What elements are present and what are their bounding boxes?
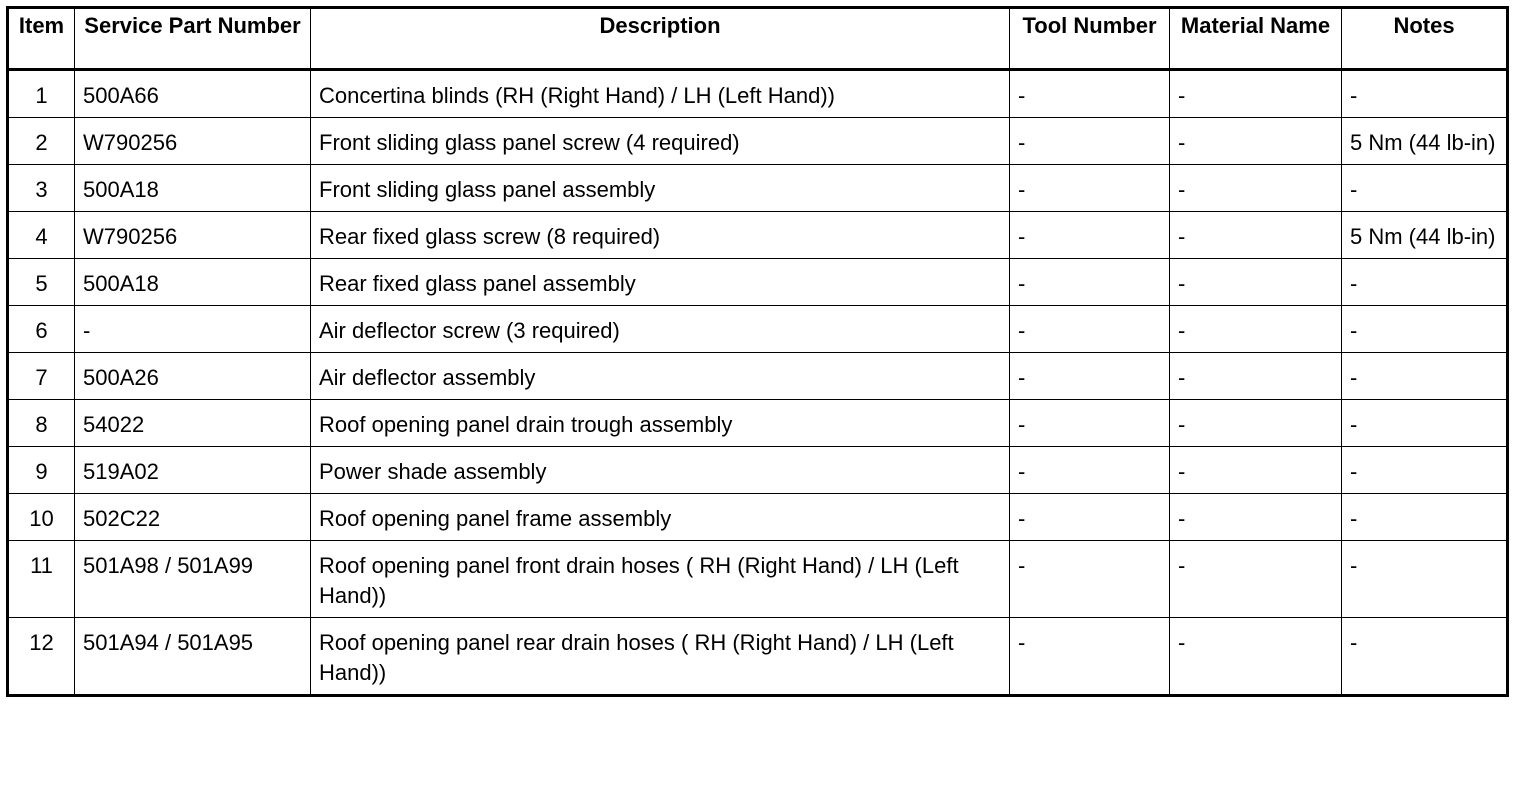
- table-row: [8, 618, 1508, 696]
- cell-item: 7: [8, 353, 75, 400]
- cell-notes: -: [1342, 447, 1508, 494]
- table-row: [8, 353, 1508, 400]
- cell-notes: -: [1342, 541, 1508, 618]
- header-material-name: Material Name: [1170, 8, 1342, 70]
- cell-notes: 5 Nm (44 lb-in): [1342, 118, 1508, 165]
- table-row: [8, 118, 1508, 165]
- cell-material-name: -: [1170, 70, 1342, 118]
- header-item: Item: [8, 8, 75, 70]
- cell-service-part-number: 502C22: [75, 494, 311, 541]
- cell-notes: -: [1342, 400, 1508, 447]
- cell-item: 2: [8, 118, 75, 165]
- cell-tool-number: -: [1010, 259, 1170, 306]
- service-parts-table: [6, 6, 1509, 697]
- cell-notes: -: [1342, 618, 1508, 696]
- cell-tool-number: -: [1010, 494, 1170, 541]
- cell-notes: -: [1342, 259, 1508, 306]
- cell-service-part-number: W790256: [75, 118, 311, 165]
- cell-item: 8: [8, 400, 75, 447]
- cell-material-name: -: [1170, 400, 1342, 447]
- cell-material-name: -: [1170, 306, 1342, 353]
- header-description: Description: [311, 8, 1010, 70]
- cell-notes: -: [1342, 494, 1508, 541]
- cell-item: 12: [8, 618, 75, 696]
- cell-service-part-number: 500A26: [75, 353, 311, 400]
- table-row: [8, 259, 1508, 306]
- cell-item: 5: [8, 259, 75, 306]
- cell-notes: -: [1342, 165, 1508, 212]
- cell-item: 10: [8, 494, 75, 541]
- cell-description: Roof opening panel frame assembly: [311, 494, 1010, 541]
- cell-material-name: -: [1170, 618, 1342, 696]
- cell-tool-number: -: [1010, 212, 1170, 259]
- cell-service-part-number: -: [75, 306, 311, 353]
- cell-item: 1: [8, 70, 75, 118]
- table-row: [8, 165, 1508, 212]
- table-row: [8, 306, 1508, 353]
- cell-item: 4: [8, 212, 75, 259]
- table-header-row: [8, 8, 1508, 70]
- cell-service-part-number: 500A18: [75, 165, 311, 212]
- cell-notes: 5 Nm (44 lb-in): [1342, 212, 1508, 259]
- cell-description: Power shade assembly: [311, 447, 1010, 494]
- cell-description: Air deflector assembly: [311, 353, 1010, 400]
- cell-material-name: -: [1170, 118, 1342, 165]
- header-tool-number: Tool Number: [1010, 8, 1170, 70]
- cell-service-part-number: 54022: [75, 400, 311, 447]
- cell-description: Roof opening panel drain trough assembly: [311, 400, 1010, 447]
- cell-notes: -: [1342, 70, 1508, 118]
- table-row: [8, 494, 1508, 541]
- cell-material-name: -: [1170, 447, 1342, 494]
- table-row: [8, 447, 1508, 494]
- cell-description: Concertina blinds (RH (Right Hand) / LH (Left Hand)): [311, 70, 1010, 118]
- header-notes: Notes: [1342, 8, 1508, 70]
- cell-tool-number: -: [1010, 541, 1170, 618]
- cell-tool-number: -: [1010, 306, 1170, 353]
- cell-material-name: -: [1170, 259, 1342, 306]
- cell-service-part-number: W790256: [75, 212, 311, 259]
- cell-description: Rear fixed glass screw (8 required): [311, 212, 1010, 259]
- cell-notes: -: [1342, 353, 1508, 400]
- cell-material-name: -: [1170, 165, 1342, 212]
- cell-material-name: -: [1170, 541, 1342, 618]
- cell-item: 3: [8, 165, 75, 212]
- cell-service-part-number: 500A18: [75, 259, 311, 306]
- cell-description: Roof opening panel rear drain hoses ( RH (Right Hand) / LH (Left Hand)): [311, 618, 1010, 696]
- table-row: [8, 541, 1508, 618]
- cell-description: Air deflector screw (3 required): [311, 306, 1010, 353]
- cell-description: Front sliding glass panel assembly: [311, 165, 1010, 212]
- table-row: [8, 400, 1508, 447]
- cell-service-part-number: 501A94 / 501A95: [75, 618, 311, 696]
- cell-notes: -: [1342, 306, 1508, 353]
- cell-material-name: -: [1170, 212, 1342, 259]
- cell-service-part-number: 519A02: [75, 447, 311, 494]
- cell-tool-number: -: [1010, 70, 1170, 118]
- cell-item: 6: [8, 306, 75, 353]
- cell-tool-number: -: [1010, 618, 1170, 696]
- cell-item: 11: [8, 541, 75, 618]
- cell-tool-number: -: [1010, 165, 1170, 212]
- cell-service-part-number: 501A98 / 501A99: [75, 541, 311, 618]
- header-service-part-number: Service Part Number: [75, 8, 311, 70]
- cell-item: 9: [8, 447, 75, 494]
- table-row: [8, 212, 1508, 259]
- cell-description: Roof opening panel front drain hoses ( RH (Right Hand) / LH (Left Hand)): [311, 541, 1010, 618]
- cell-description: Rear fixed glass panel assembly: [311, 259, 1010, 306]
- cell-tool-number: -: [1010, 353, 1170, 400]
- cell-tool-number: -: [1010, 118, 1170, 165]
- cell-material-name: -: [1170, 494, 1342, 541]
- table-row: [8, 70, 1508, 118]
- cell-description: Front sliding glass panel screw (4 required): [311, 118, 1010, 165]
- cell-material-name: -: [1170, 353, 1342, 400]
- cell-tool-number: -: [1010, 447, 1170, 494]
- cell-service-part-number: 500A66: [75, 70, 311, 118]
- cell-tool-number: -: [1010, 400, 1170, 447]
